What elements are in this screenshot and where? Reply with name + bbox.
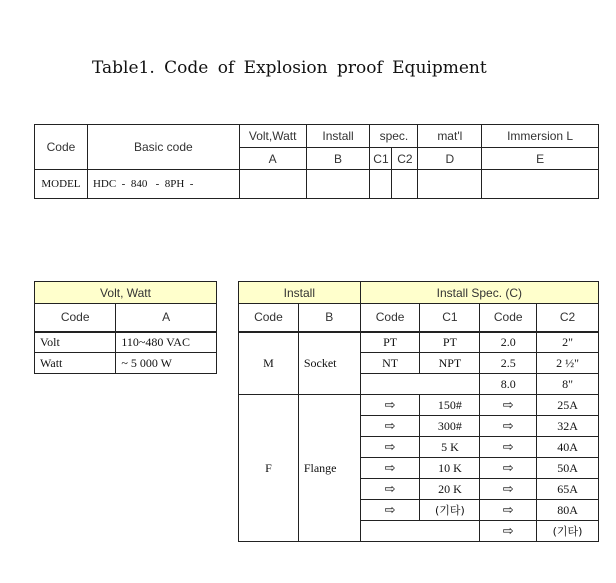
spec-c2-cell: 32A: [537, 416, 599, 437]
immersion-length-header: Immersion L: [482, 125, 599, 148]
col-c2-label: C2: [392, 148, 418, 170]
c2-value-cell: [392, 170, 418, 199]
code-header: Code: [35, 125, 88, 170]
right-arrow-icon: ⇨: [480, 395, 537, 416]
right-arrow-icon: ⇨: [360, 500, 420, 521]
spec-code2-cell: 2.0: [480, 332, 537, 353]
install-spec-table: [238, 281, 599, 542]
spec-c2-header: C2: [537, 304, 599, 332]
spec-code2-header: Code: [480, 304, 537, 332]
watt-code: Watt: [35, 353, 116, 374]
c1-value-cell: [370, 170, 392, 199]
install-value-cell: [306, 170, 370, 199]
right-arrow-icon: ⇨: [360, 395, 420, 416]
right-arrow-icon: ⇨: [480, 458, 537, 479]
right-arrow-icon: ⇨: [480, 416, 537, 437]
right-arrow-icon: ⇨: [360, 416, 420, 437]
install-b-header: B: [298, 304, 360, 332]
install-spec-header: Install Spec. (C): [360, 282, 598, 304]
spec-c1-cell: 300#: [420, 416, 480, 437]
spec-c1-cell: PT: [420, 332, 480, 353]
volt-watt-value-cell: [239, 170, 306, 199]
immersion-value-cell: [482, 170, 599, 199]
spec-c2-cell: 40A: [537, 437, 599, 458]
spec-code2-cell: 8.0: [480, 374, 537, 395]
table-row: [239, 332, 599, 353]
spec-c1-cell: (기타): [420, 500, 480, 521]
empty-spec-cell: [360, 521, 480, 542]
spec-code-cell: NT: [360, 353, 420, 374]
right-arrow-icon: ⇨: [480, 500, 537, 521]
spec-c2-cell: 25A: [537, 395, 599, 416]
col-e-label: E: [482, 148, 599, 170]
col-d-label: D: [418, 148, 482, 170]
model-code-value: HDC - 840 - 8PH -: [87, 170, 239, 199]
volt-watt-table: [34, 281, 217, 374]
material-header: mat'l: [418, 125, 482, 148]
install-code-header: Code: [239, 304, 299, 332]
volt-watt-table-header: Volt, Watt: [35, 282, 217, 304]
volt-watt-a-header: A: [116, 304, 217, 332]
spec-c1-cell: 150#: [420, 395, 480, 416]
spec-c2-cell: 80A: [537, 500, 599, 521]
install-header: Install: [306, 125, 370, 148]
spec-c2-cell: (기타): [537, 521, 599, 542]
right-arrow-icon: ⇨: [360, 479, 420, 500]
volt-watt-header: Volt,Watt: [239, 125, 306, 148]
spec-c1-cell: 20 K: [420, 479, 480, 500]
col-c1-label: C1: [370, 148, 392, 170]
spec-code-cell: PT: [360, 332, 420, 353]
spec-c2-cell: 2": [537, 332, 599, 353]
flange-name: Flange: [298, 395, 360, 542]
table-row: [35, 353, 217, 374]
right-arrow-icon: ⇨: [480, 479, 537, 500]
right-arrow-icon: ⇨: [480, 437, 537, 458]
right-arrow-icon: ⇨: [360, 458, 420, 479]
socket-code: M: [239, 332, 299, 395]
model-label: MODEL: [35, 170, 88, 199]
col-b-label: B: [306, 148, 370, 170]
socket-name: Socket: [298, 332, 360, 395]
spec-code2-cell: 2.5: [480, 353, 537, 374]
spec-header: spec.: [370, 125, 418, 148]
table-row: [35, 332, 217, 353]
spec-c1-cell: NPT: [420, 353, 480, 374]
material-value-cell: [418, 170, 482, 199]
basic-code-header: Basic code: [87, 125, 239, 170]
spec-c1-header: C1: [420, 304, 480, 332]
flange-code: F: [239, 395, 299, 542]
model-code-table: [34, 124, 599, 199]
col-a-label: A: [239, 148, 306, 170]
spec-c2-cell: 50A: [537, 458, 599, 479]
volt-watt-code-header: Code: [35, 304, 116, 332]
watt-value: ~ 5 000 W: [116, 353, 217, 374]
volt-value: 110~480 VAC: [116, 332, 217, 353]
spec-c2-cell: 8": [537, 374, 599, 395]
right-arrow-icon: ⇨: [480, 521, 537, 542]
install-table-header: Install: [239, 282, 361, 304]
spec-c2-cell: 2 ½": [537, 353, 599, 374]
document-title: Table1. Code of Explosion proof Equipment: [92, 58, 487, 78]
spec-code-header: Code: [360, 304, 420, 332]
spec-c1-cell: 5 K: [420, 437, 480, 458]
spec-code-cell: [360, 374, 480, 395]
spec-c2-cell: 65A: [537, 479, 599, 500]
table-row: [239, 395, 599, 416]
spec-c1-cell: 10 K: [420, 458, 480, 479]
right-arrow-icon: ⇨: [360, 437, 420, 458]
volt-code: Volt: [35, 332, 116, 353]
